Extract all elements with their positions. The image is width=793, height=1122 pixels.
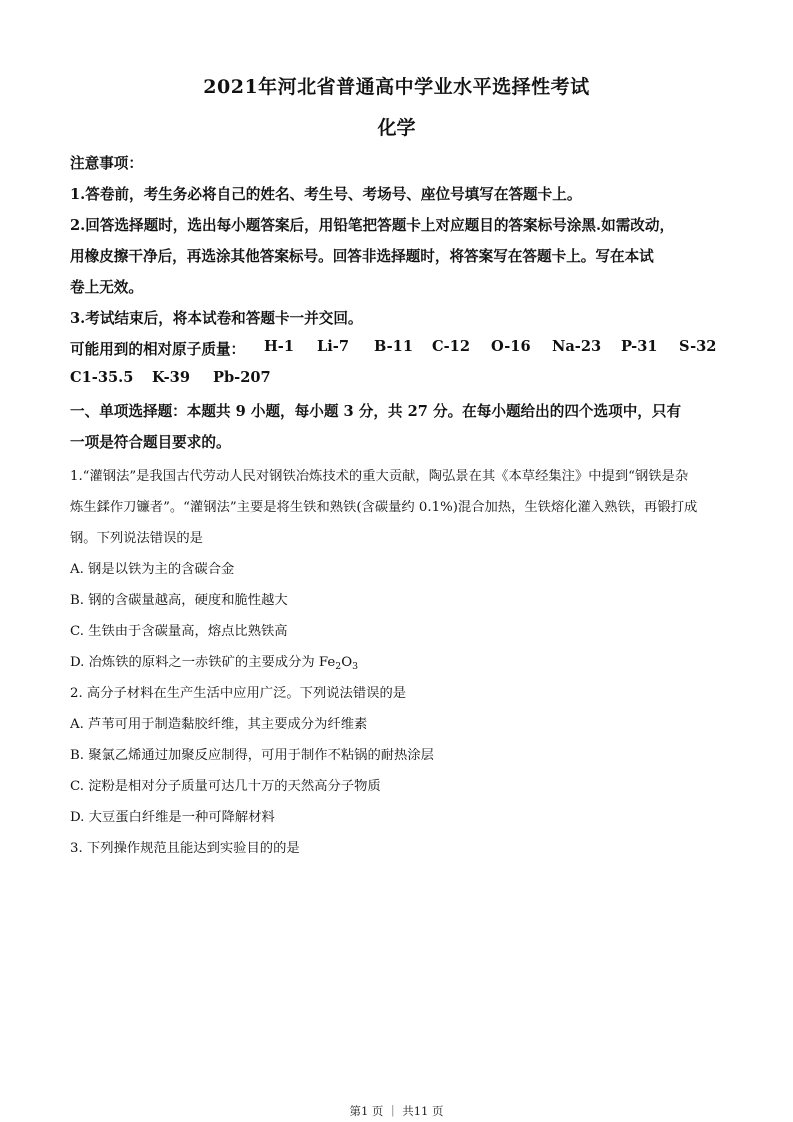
atomic-mass: C1-35.5 bbox=[70, 369, 134, 386]
notes-heading: 注意事项： bbox=[70, 155, 143, 172]
note-item-2-line-2: 用橡皮擦干净后，再选涂其他答案标号。回答非选择题时，将答案写在答题卡上。写在本试 bbox=[70, 248, 654, 265]
atomic-mass: S-32 bbox=[679, 338, 717, 355]
atomic-mass: Li-7 bbox=[317, 338, 350, 355]
q3-stem: 3. 下列操作规范且能达到实验目的的是 bbox=[70, 841, 300, 856]
atomic-mass: H-1 bbox=[264, 338, 294, 355]
page-footer: 第1 页 ｜ 共11 页 bbox=[349, 1104, 444, 1118]
q2-stem: 2. 高分子材料在生产生活中应用广泛。下列说法错误的是 bbox=[70, 686, 407, 701]
atomic-masses-label: 可能用到的相对原子质量： bbox=[70, 341, 246, 358]
atomic-mass: Pb-207 bbox=[213, 369, 271, 386]
formula-element: O bbox=[341, 655, 353, 670]
exam-title: 2021年河北省普通高中学业水平选择性考试 bbox=[203, 76, 590, 98]
note-item-2-line-1: 2.回答选择题时，选出每小题答案后，用铅笔把答题卡上对应题目的答案标号涂黑.如需改动， bbox=[70, 217, 675, 234]
q1-option-d-text: D. 冶炼铁的原料之一赤铁矿的主要成分为 Fe bbox=[70, 655, 336, 670]
atomic-mass: Na-23 bbox=[552, 338, 602, 355]
atomic-mass: K-39 bbox=[152, 369, 190, 386]
subscript: 3 bbox=[352, 661, 359, 672]
section-1-heading-line-2: 一项是符合题目要求的。 bbox=[70, 434, 231, 451]
q1-option-a: A. 钢是以铁为主的含碳合金 bbox=[70, 562, 235, 577]
subscript: 2 bbox=[335, 661, 342, 672]
note-item-2-line-3: 卷上无效。 bbox=[70, 279, 143, 296]
q2-option-b: B. 聚氯乙烯通过加聚反应制得，可用于制作不粘锅的耐热涂层 bbox=[70, 748, 434, 763]
q1-stem-line-2: 炼生鍒作刀镰者”。“灌钢法”主要是将生铁和熟铁(含碳量约 0.1%)混合加热，生铁熔化灌入熟铁，再锻打成 bbox=[70, 500, 698, 515]
q2-option-d: D. 大豆蛋白纤维是一种可降解材料 bbox=[70, 810, 275, 825]
subject-title: 化学 bbox=[377, 117, 416, 139]
atomic-mass: P-31 bbox=[621, 338, 658, 355]
q1-stem-line-1: 1.“灌钢法”是我国古代劳动人民对钢铁冶炼技术的重大贡献，陶弘景在其《本草经集注》中提到“钢铁是杂 bbox=[70, 469, 689, 484]
q2-option-c: C. 淀粉是相对分子质量可达几十万的天然高分子物质 bbox=[70, 779, 381, 794]
note-item-3: 3.考试结束后，将本试卷和答题卡一并交回。 bbox=[70, 310, 363, 327]
atomic-mass: C-12 bbox=[432, 338, 470, 355]
atomic-masses-row-1 bbox=[70, 338, 730, 358]
atomic-mass: O-16 bbox=[491, 338, 531, 355]
q1-option-c: C. 生铁由于含碳量高，熔点比熟铁高 bbox=[70, 624, 288, 639]
note-item-1: 1.答卷前，考生务必将自己的姓名、考生号、考场号、座位号填写在答题卡上。 bbox=[70, 186, 582, 203]
atomic-masses-row-2 bbox=[70, 369, 730, 389]
section-1-heading-line-1: 一、单项选择题：本题共 9 小题，每小题 3 分，共 27 分。在每小题给出的四个选项中，只有 bbox=[70, 403, 682, 420]
q1-stem-line-3: 钢。下列说法错误的是 bbox=[70, 531, 203, 546]
atomic-mass: B-11 bbox=[374, 338, 413, 355]
q1-option-d bbox=[70, 651, 730, 670]
q1-option-b: B. 钢的含碳量越高，硬度和脆性越大 bbox=[70, 593, 288, 608]
q2-option-a: A. 芦苇可用于制造黏胶纤维，其主要成分为纤维素 bbox=[70, 717, 368, 732]
